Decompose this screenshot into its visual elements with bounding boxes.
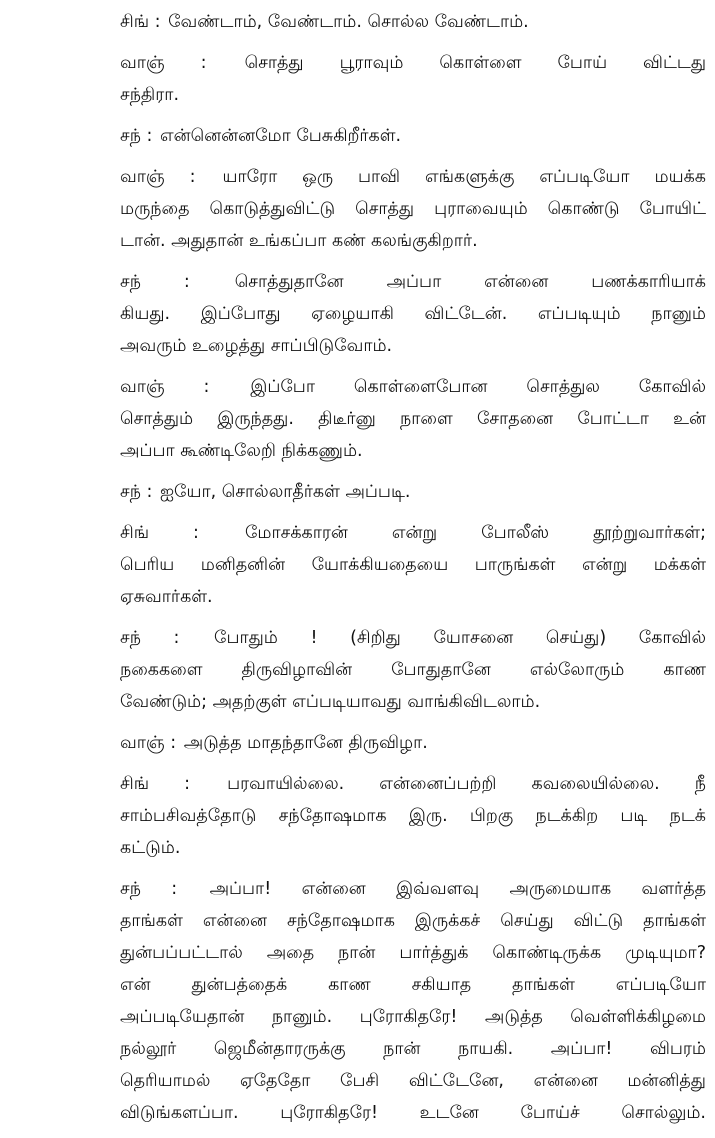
speaker-label: சிங் : [120, 523, 199, 543]
dialogue-line: என் துன்பத்தைக் காண சகியாத தாங்கள் எப்படியோ [120, 975, 706, 995]
dialogue-entry [46, 371, 706, 467]
speaker-label: வாஞ் : [120, 733, 177, 753]
dialogue-line: வேண்டும்; அதற்குள் எப்படியாவது வாங்கிவிடலாம். [120, 692, 541, 712]
dialogue-line: யாரோ ஒரு பாவி எங்களுக்கு எப்படியோ மயக்க [222, 167, 706, 187]
speaker-label: சந் : [120, 126, 153, 146]
dialogue-line: நகைகளை திருவிழாவின் போதுதானே எல்லோரும் காண [120, 660, 706, 680]
dialogue-line: அப்படியேதான் நானும். புரோகிதரே! அடுத்த வெள்ளிக்கிழமை [120, 1007, 706, 1027]
dialogue-line: மோசக்காரன் என்று போலீஸ் தூற்றுவார்கள்; [244, 523, 706, 543]
dialogue-line: தாங்கள் என்னை சந்தோஷமாக இருக்கச் செய்து விட்டு தாங்கள் [120, 911, 706, 931]
speaker-label: வாஞ் : [120, 377, 210, 397]
dialogue-entry [46, 727, 706, 759]
dialogue-line: பரவாயில்லை. என்னைப்பற்றி கவலையில்லை. நீ [227, 774, 706, 794]
dialogue-line: கட்டும். [120, 838, 181, 858]
speaker-label: சந் : [120, 628, 180, 648]
dialogue-line: சாம்பசிவத்தோடு சந்தோஷமாக இரு. பிறகு நடக்கிற படி நடக் [120, 806, 706, 826]
speaker-label: சிங் : [120, 774, 191, 794]
dialogue-page [46, 6, 706, 1138]
dialogue-line: அப்பா கூண்டிலேறி நிக்கணும். [120, 441, 363, 461]
dialogue-line: போதும் ! (சிறிது யோசனை செய்து) கோவில் [214, 628, 706, 648]
dialogue-line: ஐயோ, சொல்லாதீர்கள் அப்படி. [159, 482, 411, 502]
dialogue-entry [46, 161, 706, 257]
dialogue-line: சொத்தும் இருந்தது. திடீர்னு நாளை சோதனை போட்டா உன் [120, 409, 706, 429]
dialogue-line: சொத்து பூராவும் கொள்ளை போய் விட்டது [244, 53, 706, 73]
speaker-label: வாஞ் : [120, 53, 207, 73]
dialogue-line: டான். அதுதான் உங்கப்பா கண் கலங்குகிறார். [120, 231, 478, 251]
speaker-label: சந் : [120, 272, 190, 292]
dialogue-entry [46, 47, 706, 111]
dialogue-line: அடுத்த மாதந்தானே திருவிழா. [183, 733, 428, 753]
dialogue-line: மருந்தை கொடுத்துவிட்டு சொத்து புராவையும் கொண்டு போயிட் [120, 199, 706, 219]
dialogue-entry [46, 476, 706, 508]
dialogue-line: துன்பப்பட்டால் அதை நான் பார்த்துக் கொண்டிருக்க முடியுமா? [120, 943, 706, 963]
dialogue-line: தெரியாமல் ஏதேதோ பேசி விட்டேனே, என்னை மன்னித்து [120, 1071, 706, 1091]
dialogue-line: சந்திரா. [120, 85, 180, 105]
dialogue-line: விடுங்களப்பா. புரோகிதரே! உடனே போய்ச் சொல்லும். [120, 1103, 706, 1123]
speaker-label: சந் : [120, 482, 153, 502]
dialogue-line: பெரிய மனிதனின் யோக்கியதையை பாருங்கள் என்று மக்கள் [120, 555, 706, 575]
speaker-label: சிங் : [120, 12, 161, 32]
dialogue-entry [46, 6, 706, 38]
dialogue-line: சொத்துதானே அப்பா என்னை பணக்காரியாக் [234, 272, 706, 292]
dialogue-entry [46, 873, 706, 1129]
dialogue-entry [46, 768, 706, 864]
dialogue-entry [46, 622, 706, 718]
dialogue-line: என்னென்னமோ பேசுகிறீர்கள். [159, 126, 402, 146]
dialogue-line: வேண்டாம், வேண்டாம். சொல்ல வேண்டாம். [168, 12, 529, 32]
speaker-label: சந் : [120, 879, 178, 899]
dialogue-entry [46, 120, 706, 152]
dialogue-line: ஏசுவார்கள். [120, 587, 213, 607]
dialogue-line: இப்போ கொள்ளைபோன சொத்துல கோவில் [250, 377, 706, 397]
dialogue-entry [46, 517, 706, 613]
dialogue-line: அவரும் உழைத்து சாப்பிடுவோம். [120, 336, 393, 356]
dialogue-line: கியது. இப்போது ஏழையாகி விட்டேன். எப்படியும் நானும் [120, 304, 706, 324]
dialogue-line: அப்பா! என்னை இவ்வளவு அருமையாக வளர்த்த [209, 879, 706, 899]
speaker-label: வாஞ் : [120, 167, 196, 187]
dialogue-line: நல்லூர் ஜெமீன்தாரருக்கு நான் நாயகி. அப்பா! விபரம் [120, 1039, 706, 1059]
dialogue-entry [46, 266, 706, 362]
